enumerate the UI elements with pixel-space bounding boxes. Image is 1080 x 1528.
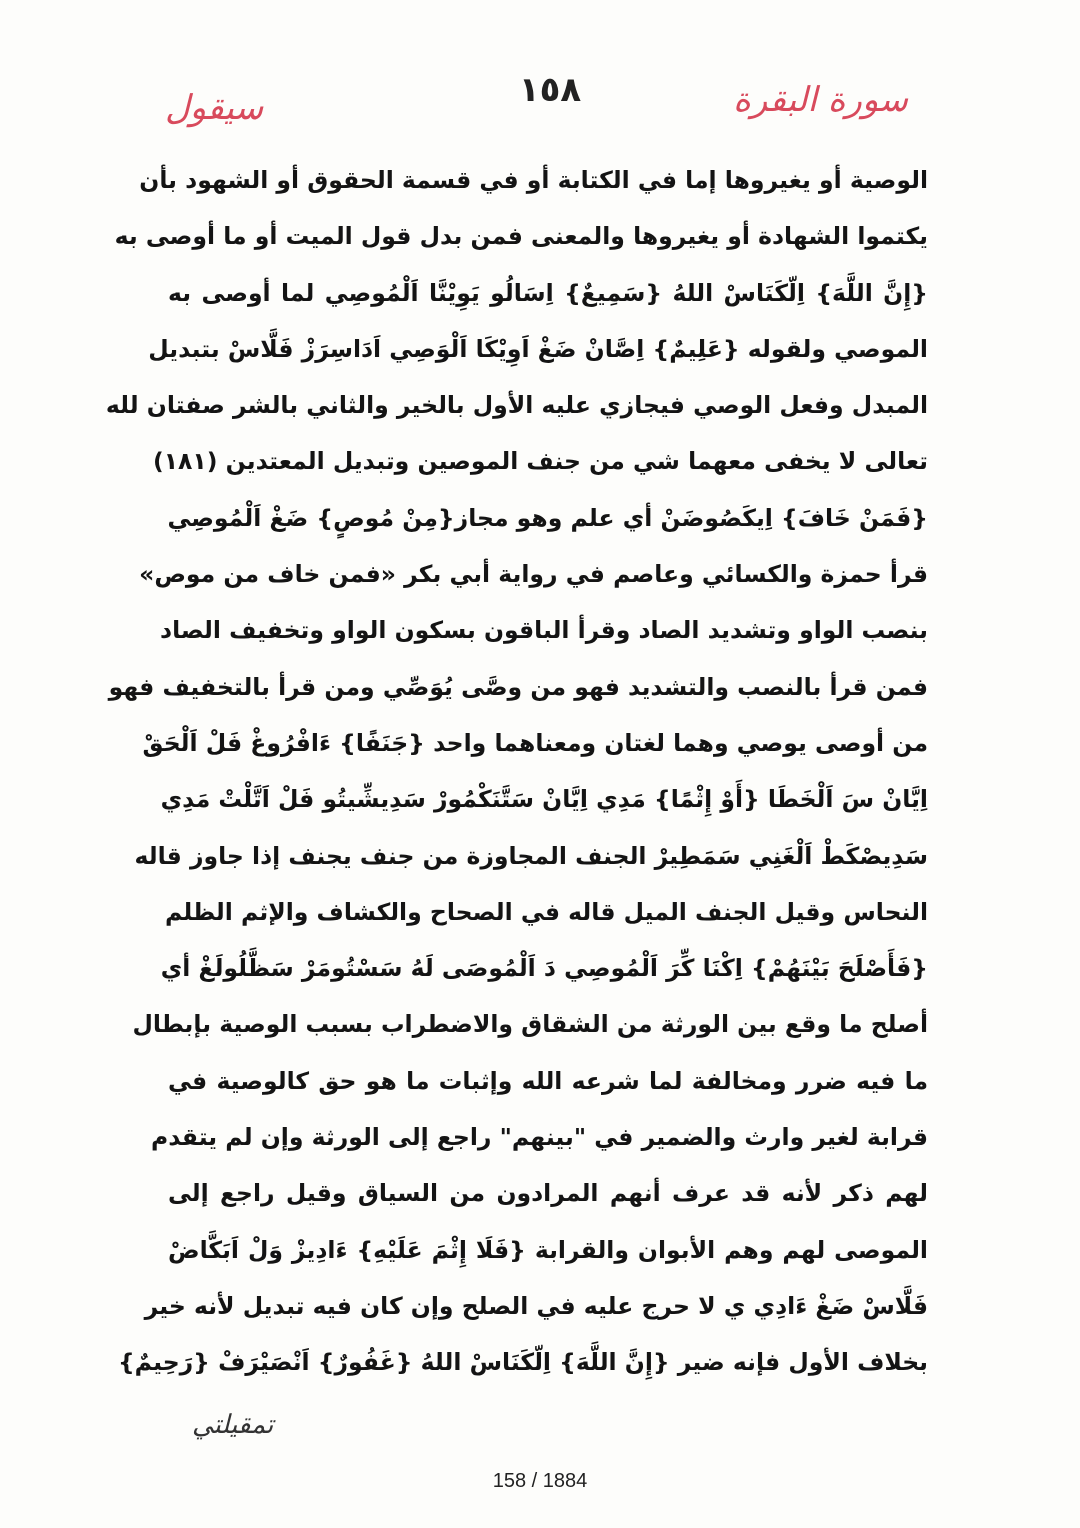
text-line: المبدل وفعل الوصي فيجازي عليه الأول بالخير والثاني بالشر صفتان لله <box>105 391 928 420</box>
text-line: بنصب الواو وتشديد الصاد وقرأ الباقون بسكون الواو وتخفيف الصاد <box>160 616 928 645</box>
text-line: سَدِيصْكَطْ اَلْغَنِي سَمَطِيرْ الجنف المجاوزة من جنف يجنف إذا جاوز قاله <box>134 841 928 870</box>
text-line: اِيَّانْ سَ اَلْخَطَا {أَوْ إِثْمًا} مَدِي اِيَّانْ سَتَّنَكْمُورْ سَدِيشِّيتُو فَلْ اَتَّلْتْ مَدِي <box>160 785 928 814</box>
body-text <box>105 152 928 1391</box>
text-line: قرابة لغير وارث والضمير في "بينهم" راجع إلى الورثة وإن لم يتقدم <box>151 1123 928 1152</box>
text-line: من أوصى يوصي وهما لغتان ومعناهما واحد {جَنَفًا} ءَافْرُوغْ فَلْ اَلْحَقْ <box>142 728 928 757</box>
text-line: الموصى لهم وهم الأبوان والقرابة {فَلَا إِثْمَ عَلَيْهِ} ءَادِيزْ وَلْ اَبَكَّاضْ <box>168 1235 928 1264</box>
handwritten-surah-name: سورة البقرة <box>733 80 908 120</box>
handwritten-next-word: سيقول <box>165 88 264 128</box>
text-line: أصلح ما وقع بين الورثة من الشقاق والاضطراب بسبب الوصية بإبطال <box>132 1010 928 1039</box>
text-line: الموصي ولقوله {عَلِيمٌ} اِصَّانْ ضَغْ اَوِيْكَا اَلْوَصِي اَدَاسِرَزْ فَلَّاسْ بتبديل <box>148 334 928 363</box>
text-line: {إِنَّ اللَّهَ} اِلّكَنَاسْ اللهُ {سَمِيعٌ} اِسَالُو يَوِيْنَّا اَلْمُوصِي لما أوصى به <box>168 278 928 307</box>
catchword: تمقيلتي <box>192 1410 274 1440</box>
text-line: النحاس وقيل الجنف الميل قاله في الصحاح والكشاف والإثم الظلم <box>164 897 928 926</box>
page-number: ١٥٨ <box>518 70 582 110</box>
text-line: الوصية أو يغيروها إما في الكتابة أو في قسمة الحقوق أو الشهود بأن <box>139 166 928 194</box>
text-line: لهم ذكر لأنه قد عرف أنهم المرادون من السياق وقيل راجع إلى <box>168 1179 928 1208</box>
page-counter: 158 / 1884 <box>492 1470 588 1492</box>
text-line: فَلَّاسْ ضَغْ ءَادِي ي لا حرج عليه في الصلح وإن كان فيه تبديل لأنه خير <box>144 1291 928 1320</box>
text-line: {فَأَصْلَحَ بَيْنَهُمْ} اِكْنَا كِّرَ اَلْمُوصِي دَ اَلْمُوصَى لَهُ سَسْتُومَرْ سَظَّلُولَغْ أي <box>160 954 928 983</box>
text-line: {فَمَنْ خَافَ} اِيكَصُوضَنْ أي علم وهو مجاز{مِنْ مُوصٍ} ضَغْ اَلْمُوصِي <box>167 503 928 532</box>
text-line: يكتموا الشهادة أو يغيروها والمعنى فمن بدل قول الميت أو ما أوصى به <box>114 222 928 251</box>
text-line: فمن قرأ بالنصب والتشديد فهو من وصَّى يُوَصِّي ومن قرأ بالتخفيف فهو <box>108 672 928 701</box>
text-line: قرأ حمزة والكسائي وعاصم في رواية أبي بكر «فمن خاف من موص» <box>139 560 928 589</box>
text-line: تعالى لا يخفى معهما شي من جنف الموصين وتبديل المعتدين (١٨١) <box>152 447 928 476</box>
text-line: بخلاف الأول فإنه ضير {إِنَّ اللَّهَ} اِلّكَنَاسْ اللهُ {غَفُورٌ} اَنْصَيْرَفْ {رَحِيمٌ} <box>117 1348 928 1377</box>
text-line: ما فيه ضرر ومخالفة لما شرعه الله وإثبات ما هو حق كالوصية في <box>168 1066 928 1095</box>
